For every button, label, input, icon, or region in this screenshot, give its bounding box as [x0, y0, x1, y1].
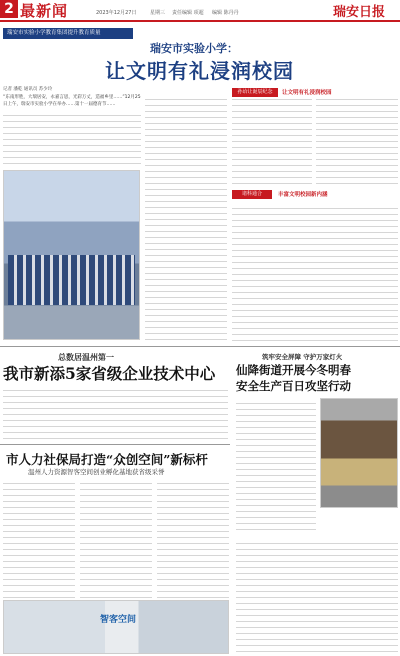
col-text-4: [232, 203, 398, 343]
sub2-label: 诸科通合: [232, 190, 272, 199]
editor: 责任编辑 项超: [172, 10, 204, 16]
sub2-title: 丰富文明校园新内涵: [278, 192, 328, 198]
story3-headline-1: 仙降街道开展今冬明春: [236, 363, 351, 377]
top-story-headline: 让文明有礼浸润校园: [105, 59, 294, 83]
story4-body-1: [3, 478, 75, 598]
byline: 记者 潘乾 通讯员 苏少玲: [3, 87, 53, 92]
date: 2023年12月27日: [96, 10, 137, 16]
photo-caption: 智客空间: [100, 615, 137, 625]
masthead-rule: [0, 20, 400, 22]
story2-headline: 我市新添5家省级企业技术中心: [3, 364, 216, 383]
col-text-2: [232, 94, 312, 184]
weekday: 星期三: [150, 10, 166, 16]
col-text-1: [145, 94, 227, 344]
story2-kicker: 总数居温州第一: [58, 353, 114, 362]
story4-headline: 市人力社保局打造“众创空间”新标杆: [6, 452, 208, 467]
section-divider-2: [0, 444, 230, 445]
newspaper-logo: 瑞安日报: [333, 5, 386, 20]
lead-filler: [3, 110, 141, 165]
col-text-3: [316, 94, 398, 184]
lead-paragraph: “东南形胜，大瑞居安，永嘉言思，光彩万丈，造福乡里……”12月25日上午，瑞安市实验小学在举办……第十一届德育节……: [3, 95, 141, 107]
designer: 编辑 陈丹丹: [212, 10, 239, 16]
section-title: 最新闻: [20, 2, 69, 20]
story3-headline-2: 安全生产百日攻坚行动: [236, 379, 351, 393]
story3-kicker: 筑牢安全屏障 守护万家灯火: [262, 353, 343, 361]
photo-students-row: [8, 255, 135, 305]
story4-body-3: [157, 478, 229, 598]
section-divider-1: [0, 346, 400, 347]
safety-inspection-photo: [320, 398, 398, 508]
sub1-title: 让文明有礼浸润校园: [282, 90, 332, 96]
story3-body-1: [236, 398, 316, 533]
story2-body: [3, 385, 228, 440]
story4-body-2: [80, 478, 152, 598]
top-story-subtitle: 瑞安市实验小学：: [150, 42, 238, 55]
sub1-label: 孙诒让诞辰纪念: [232, 88, 278, 97]
top-story-tag: 瑞安市实验小学教育集团提升教育质量: [3, 28, 133, 39]
story4-subtitle: 温州人力资源智客空间创业孵化基地获省级采誉: [28, 468, 165, 476]
incubator-photo: [3, 600, 229, 654]
story3-body-2: [236, 538, 398, 653]
page-number-badge: 2: [0, 0, 18, 18]
